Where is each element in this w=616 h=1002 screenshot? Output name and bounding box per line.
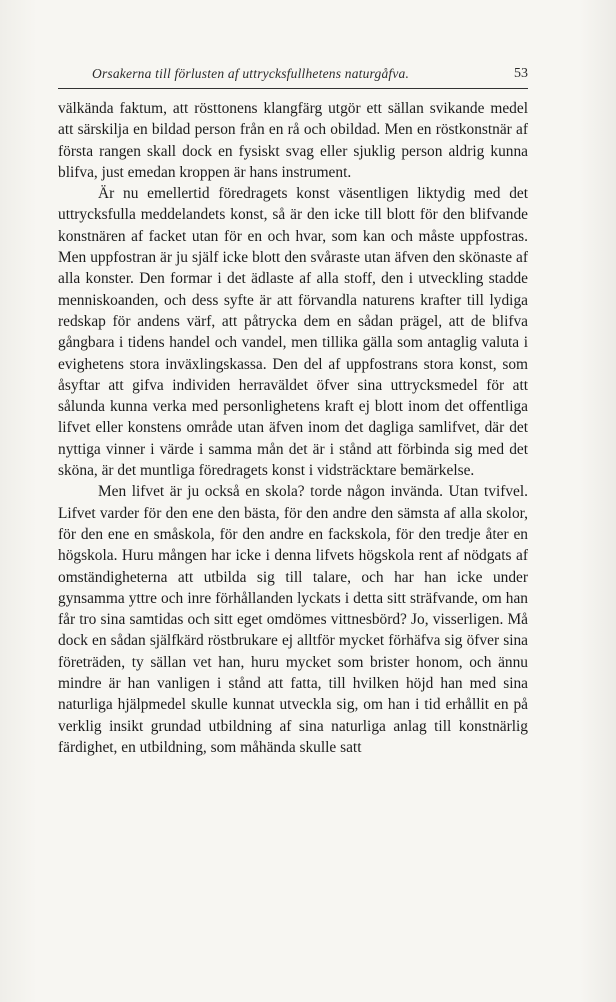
paragraph-3: Men lifvet är ju också en skola? torde någon invända. Utan tvifvel. Lifvet varder för den ene den bästa, för den andre den sämsta af alla skolor, för den ene en småskola, för den andre en fackskola, för den tredje åter en högskola. Huru mången har icke i denna lifvets högskola rent af nödgats af omständigheterna att utbilda sig till talare, och har han icke under gynsamma yttre och inre förhållanden lyckats i detta sitt sträfvande, om han får tro sina samtidas och sitt eget omdömes vittnesbörd? Jo, visserligen. Må dock en sådan själfkärd röstbrukare ej alltför mycket förhäfva sig öfver sina företräden, ty sällan vet han, huru mycket som brister honom, och ännu mindre är han vanligen i stånd att fatta, till hvilken höjd han med sina naturliga hjälpmedel skulle kunnat utveckla sig, om han i tid erhållit en på verklig insikt grundad utbildning af sina naturliga anlag till konstnärlig färdighet, en utbildning, som måhända skulle satt <box>58 483 528 756</box>
running-title: Orsakerna till förlusten af uttrycksfullhetens naturgåfva. <box>92 66 410 81</box>
paragraph-1: välkända faktum, att rösttonens klangfärg utgör ett sällan svikande medel att särskilja en bildad person från en rå och obildad. Men en röstkonstnär af första rangen skall dock en fysiskt svag eller sjuklig person aldrig kunna blifva, just emedan kroppen är hans instrument. <box>58 100 528 181</box>
body-text <box>58 98 528 758</box>
header-rule <box>58 88 528 89</box>
paragraph-2: Är nu emellertid föredragets konst väsentligen liktydig med det uttrycksfulla meddelandets konst, så är den icke till blott för den blifvande konstnären af facket utan för en och hvar, som kan och måste uppfostras. Men uppfostran är ju själf icke blott den svåraste utan äfven den skönaste af alla konster. Den formar i det ädlaste af alla stoff, den i utveckling stadde menniskoanden, och dess syfte är att förvandla naturens krafter till lydiga redskap för andens värf, att påtrycka dem en sådan prägel, att de blifva gångbara i tidens handel och vandel, men tillika gälla som antaglig valuta i evighetens stora inväxlingskassa. Den del af uppfostrans stora konst, som åsyftar att gifva individen herraväldet öfver sina uttrycksmedel för att sålunda kunna verka med personlighetens kraft ej blott inom det offentliga lifvet eller konstens område utan äfven inom det dagliga samlifvet, där det nyttiga vinner i värde i samma mån det är i stånd att förbinda sig med det sköna, är det muntliga föredragets konst i vidsträcktare bemärkelse. <box>58 185 528 480</box>
page-number: 53 <box>514 66 528 81</box>
page-header <box>58 66 528 88</box>
